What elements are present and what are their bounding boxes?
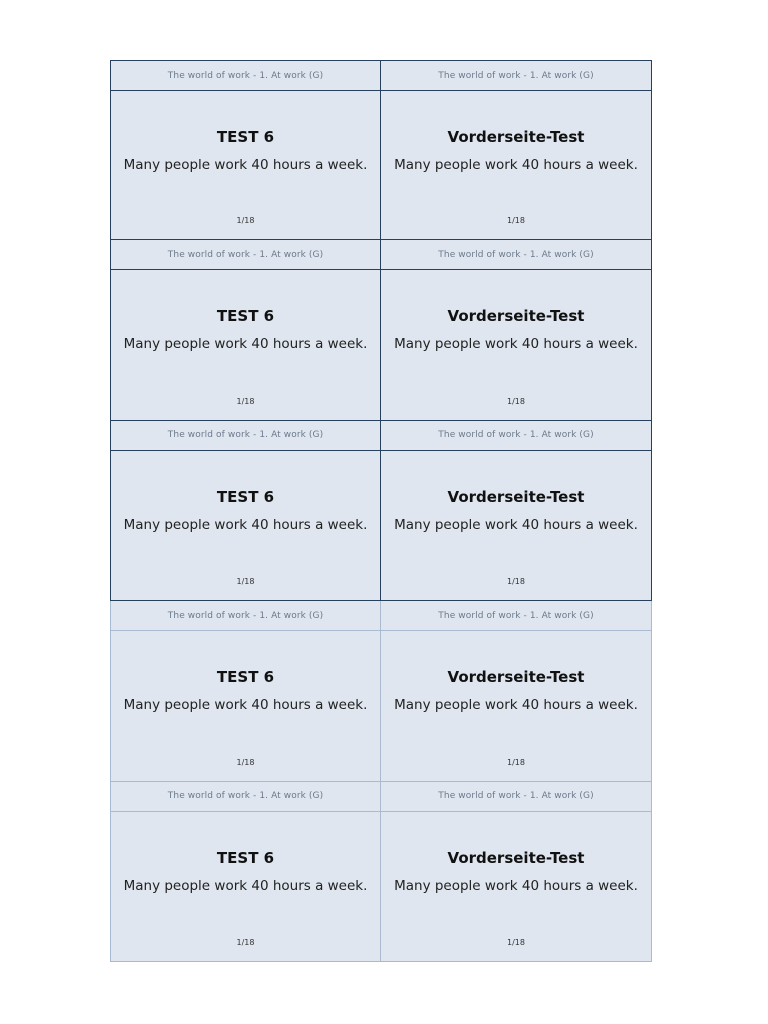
flashcard (110, 60, 381, 240)
card-header: The world of work - 1. At work (G) (381, 782, 651, 812)
card-text: Many people work 40 hours a week. (123, 697, 368, 714)
card-counter: 1/18 (236, 937, 255, 947)
card-text: Many people work 40 hours a week. (394, 157, 638, 173)
card-counter: 1/18 (236, 216, 255, 226)
flashcard (110, 421, 381, 601)
card-title: Vorderseite-Test (447, 848, 585, 867)
card-counter: 1/18 (507, 937, 525, 947)
card-header: The world of work - 1. At work (G) (111, 240, 380, 270)
card-header: The world of work - 1. At work (G) (381, 421, 651, 451)
flashcard (381, 240, 652, 420)
flashcard (381, 782, 652, 962)
card-body (381, 812, 651, 961)
card-title: TEST 6 (216, 848, 275, 867)
card-body (381, 270, 651, 419)
card-title: Vorderseite-Test (447, 307, 585, 326)
card-title: Vorderseite-Test (447, 487, 585, 506)
card-text: Many people work 40 hours a week. (123, 877, 368, 894)
card-counter: 1/18 (236, 577, 255, 587)
card-counter: 1/18 (507, 216, 525, 226)
card-body (111, 451, 380, 600)
card-body (111, 270, 380, 419)
flashcard (381, 601, 652, 781)
card-title: Vorderseite-Test (447, 128, 585, 146)
flashcard (381, 421, 652, 601)
card-text: Many people work 40 hours a week. (394, 336, 638, 353)
card-title: TEST 6 (216, 307, 275, 326)
card-title: TEST 6 (216, 487, 275, 506)
card-text: Many people work 40 hours a week. (394, 877, 638, 894)
card-text: Many people work 40 hours a week. (123, 336, 368, 353)
card-header: The world of work - 1. At work (G) (111, 61, 380, 91)
card-body (111, 91, 380, 239)
card-counter: 1/18 (507, 577, 525, 587)
flashcard-sheet (110, 60, 652, 962)
card-body (381, 451, 651, 600)
card-header: The world of work - 1. At work (G) (111, 782, 380, 812)
card-counter: 1/18 (507, 757, 525, 767)
card-title: Vorderseite-Test (447, 668, 585, 687)
flashcard (110, 782, 381, 962)
card-counter: 1/18 (236, 396, 255, 406)
flashcard (110, 240, 381, 420)
flashcard (381, 60, 652, 240)
card-body (381, 631, 651, 780)
card-text: Many people work 40 hours a week. (123, 157, 368, 173)
card-body (381, 91, 651, 239)
card-title: TEST 6 (216, 668, 275, 687)
card-header: The world of work - 1. At work (G) (381, 601, 651, 631)
card-text: Many people work 40 hours a week. (123, 516, 368, 533)
card-counter: 1/18 (236, 757, 255, 767)
card-text: Many people work 40 hours a week. (394, 697, 638, 714)
card-text: Many people work 40 hours a week. (394, 516, 638, 533)
card-body (111, 631, 380, 780)
card-header: The world of work - 1. At work (G) (111, 601, 380, 631)
flashcard (110, 601, 381, 781)
card-body (111, 812, 380, 961)
card-header: The world of work - 1. At work (G) (381, 61, 651, 91)
card-counter: 1/18 (507, 396, 525, 406)
card-header: The world of work - 1. At work (G) (111, 421, 380, 451)
card-title: TEST 6 (216, 128, 275, 146)
card-header: The world of work - 1. At work (G) (381, 240, 651, 270)
